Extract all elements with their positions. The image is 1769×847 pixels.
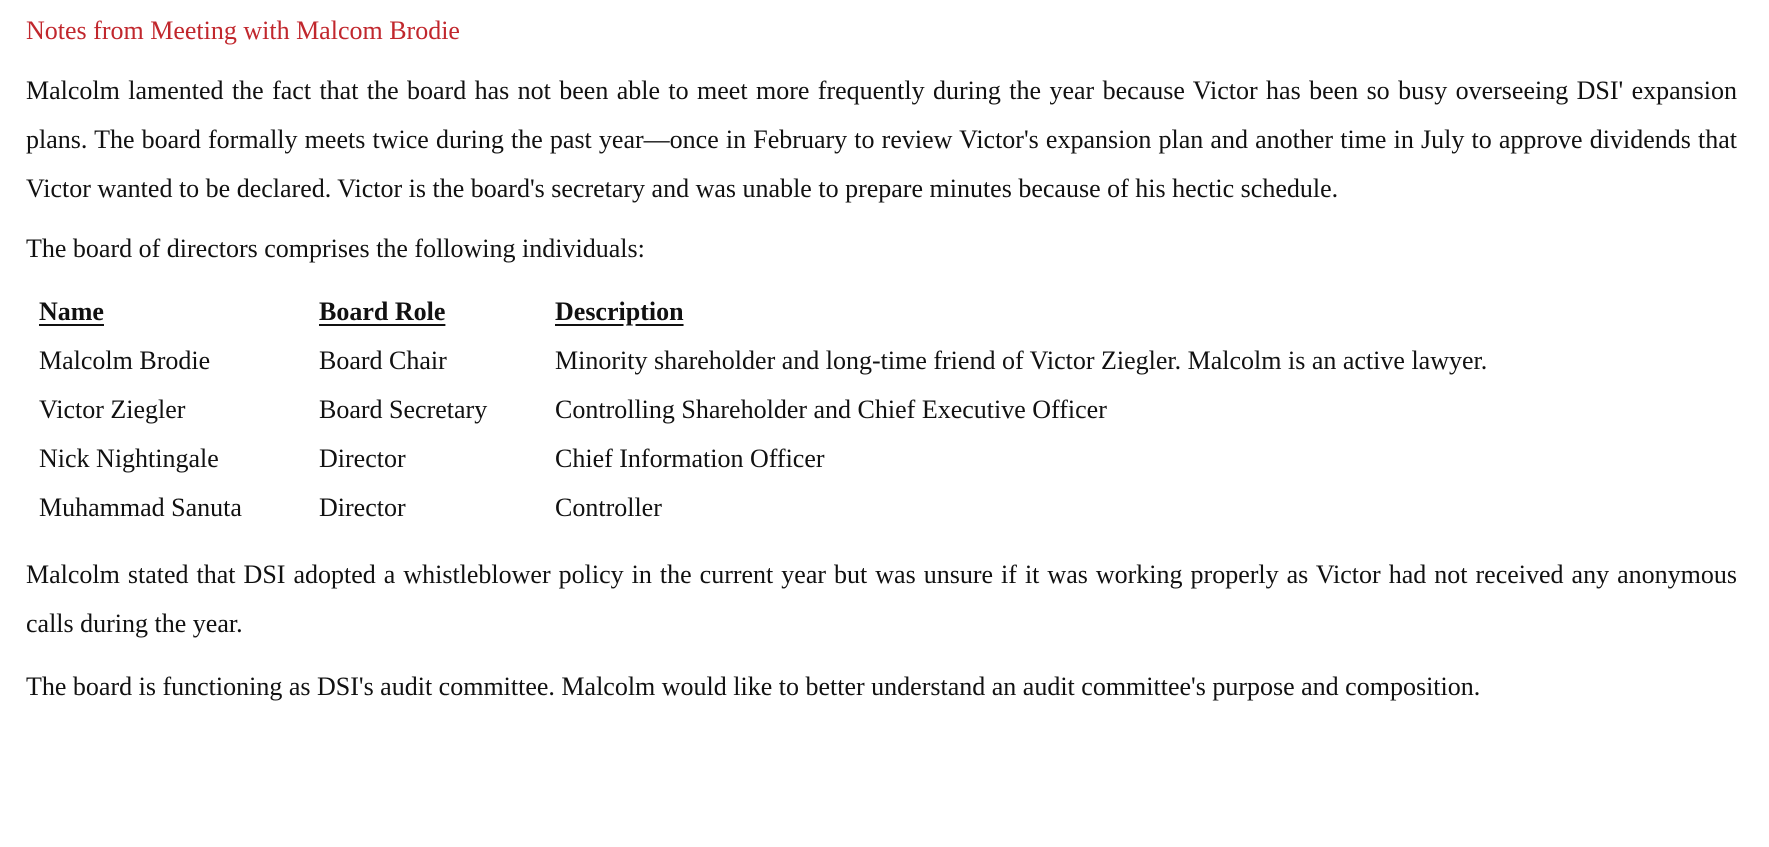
- cell-role: Director: [319, 443, 406, 473]
- paragraph-whistleblower: Malcolm stated that DSI adopted a whistleblower policy in the current year but was unsure if it was working properly as Victor had not received any anonymous calls during the year.: [26, 560, 1737, 638]
- table-row: [26, 336, 1487, 385]
- paragraph-board-meetings: Malcolm lamented the fact that the board has not been able to meet more frequently during the year because Victor has been so busy overseeing DSI' expansion plans. The board formally meets twice during the past year—once in February to review Victor's expansion plan and another time in July to approve dividends that Victor wanted to be declared. Victor is the board's secretary and was unable to prepare minutes because of his hectic schedule.: [26, 76, 1737, 203]
- cell-description: Chief Information Officer: [555, 443, 825, 473]
- cell-name: Nick Nightingale: [39, 443, 219, 473]
- cell-role: Director: [319, 492, 406, 522]
- cell-description: Controller: [555, 492, 662, 522]
- cell-description: Minority shareholder and long-time friend of Victor Ziegler. Malcolm is an active lawyer.: [555, 345, 1488, 375]
- table-row: [26, 434, 1487, 483]
- board-intro-text: The board of directors comprises the following individuals:: [26, 234, 645, 263]
- paragraph-audit-committee: The board is functioning as DSI's audit committee. Malcolm would like to better understand an audit committee's purpose and composition.: [26, 672, 1481, 701]
- cell-description: Controlling Shareholder and Chief Executive Officer: [555, 394, 1107, 424]
- board-of-directors-table: [26, 287, 1487, 532]
- cell-name: Victor Ziegler: [39, 394, 186, 424]
- cell-role: Board Chair: [319, 345, 447, 375]
- cell-name: Muhammad Sanuta: [39, 492, 242, 522]
- table-row: [26, 483, 1487, 532]
- table-header-row: [26, 287, 1487, 336]
- header-board-role: Board Role: [319, 296, 446, 326]
- cell-name: Malcolm Brodie: [39, 345, 211, 375]
- page-title: Notes from Meeting with Malcom Brodie: [26, 16, 460, 45]
- header-name: Name: [39, 296, 104, 326]
- table-row: [26, 385, 1487, 434]
- cell-role: Board Secretary: [319, 394, 488, 424]
- header-description: Description: [555, 296, 684, 326]
